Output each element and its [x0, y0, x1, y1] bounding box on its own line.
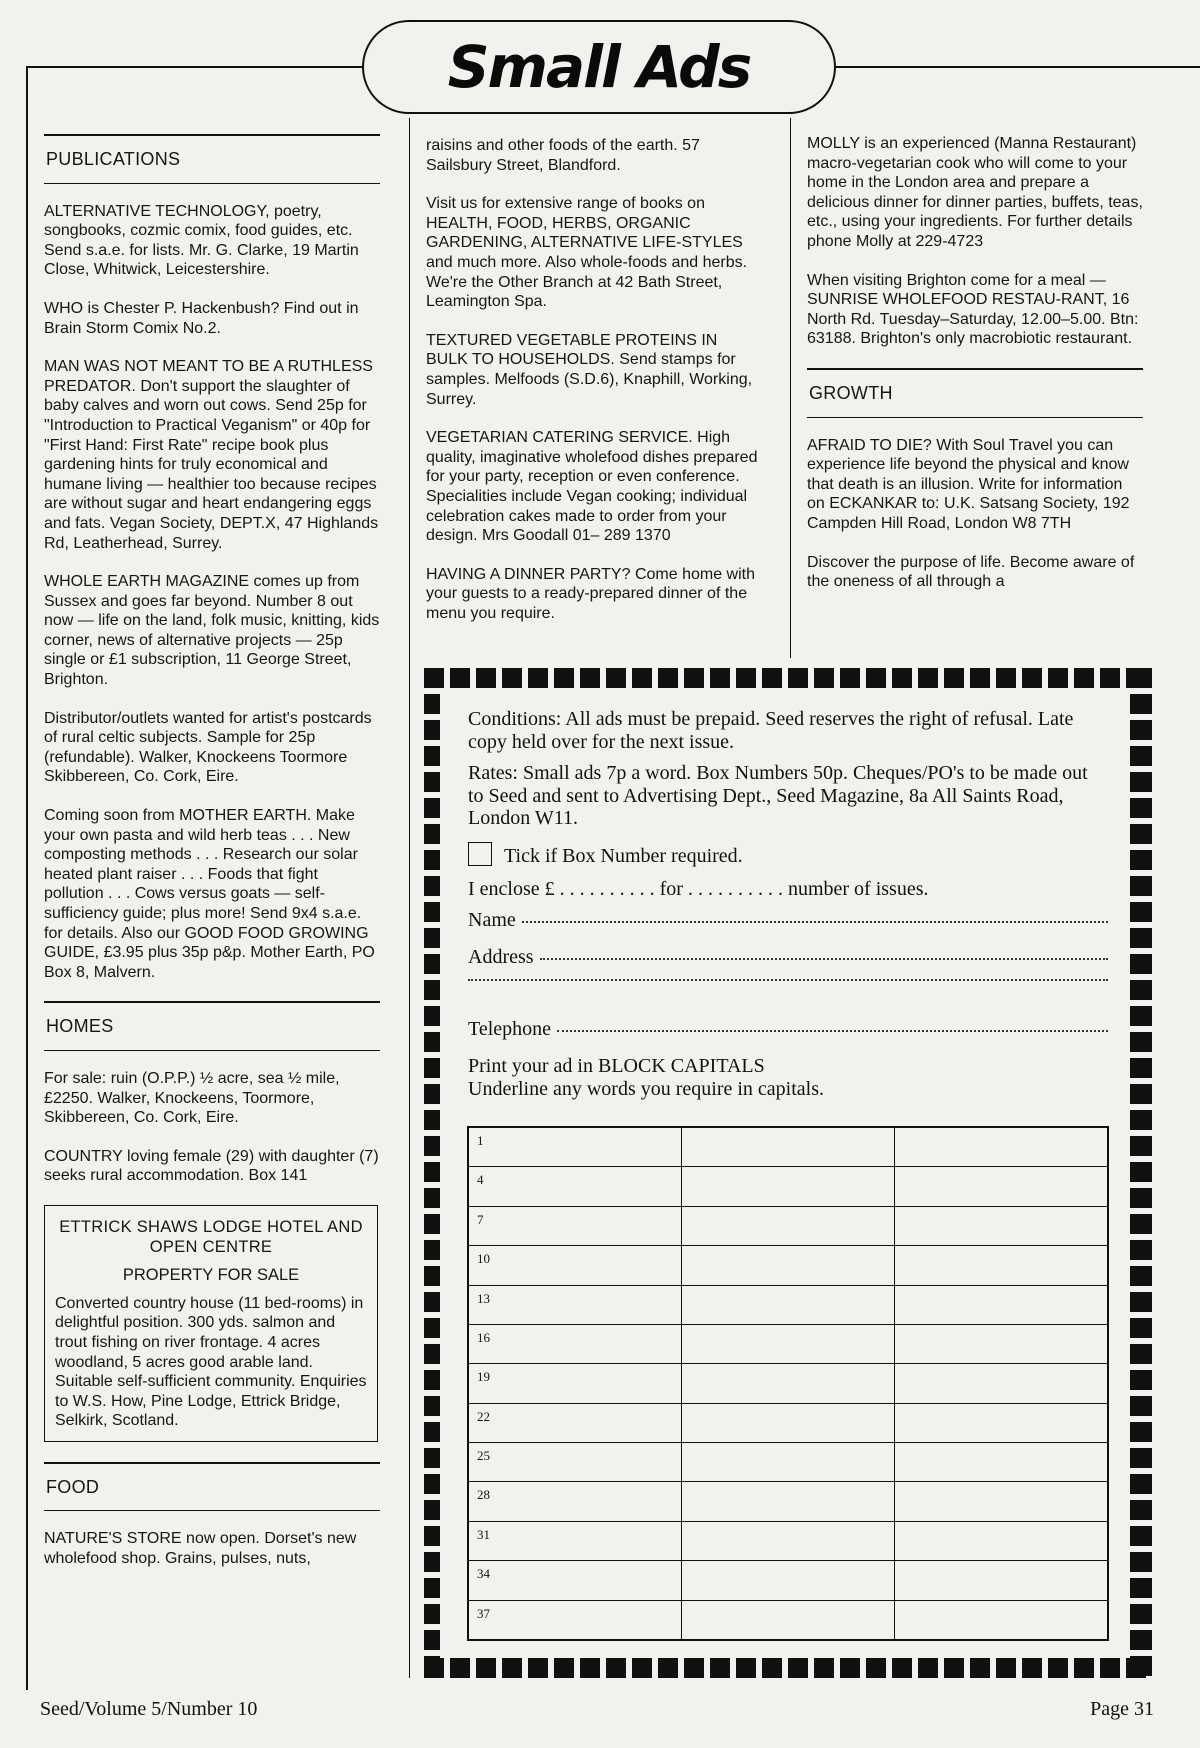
- word-grid-number: 13: [477, 1290, 490, 1306]
- word-grid-cell[interactable]: [469, 1364, 682, 1403]
- word-grid-number: 28: [477, 1487, 490, 1503]
- ad-textured-vegetable-proteins: TEXTURED VEGETABLE PROTEINS IN BULK TO HOUSEHOLDS. Send stamps for samples. Melfoods (S.D.6), Knaphill, Working, Surrey.: [426, 331, 753, 408]
- word-grid[interactable]: [467, 1126, 1109, 1641]
- word-grid-cell[interactable]: [682, 1128, 895, 1167]
- form-border-bottom: [424, 1658, 1152, 1678]
- section-heading-food: FOOD: [44, 1462, 380, 1512]
- word-grid-number: 7: [477, 1211, 484, 1227]
- word-grid-number: 25: [477, 1448, 490, 1463]
- word-grid-number: 37: [477, 1605, 490, 1621]
- word-grid-row: [469, 1246, 1108, 1285]
- section-heading-homes: HOMES: [44, 1001, 380, 1051]
- word-grid-number: 1: [477, 1133, 484, 1148]
- word-grid-cell[interactable]: [682, 1364, 895, 1403]
- word-grid-cell[interactable]: [895, 1285, 1108, 1324]
- word-grid-row: [469, 1128, 1108, 1167]
- word-grid-cell[interactable]: [895, 1246, 1108, 1285]
- word-grid-cell[interactable]: [895, 1561, 1108, 1600]
- word-grid-cell[interactable]: [895, 1128, 1108, 1167]
- word-grid-row: [469, 1600, 1108, 1640]
- word-grid-cell[interactable]: [469, 1128, 682, 1167]
- word-grid-cell[interactable]: [895, 1324, 1108, 1363]
- ad-vegetarian-catering: VEGETARIAN CATERING SERVICE. High quality, imaginative wholefood dishes prepared for your party, reception or even conference. Specialities include Vegan cooking; individual celebration cakes made to order from your design. Mrs Goodall 01– 289 1370: [426, 429, 758, 545]
- address-dotted-line-2[interactable]: [468, 979, 1108, 981]
- word-grid-row: [469, 1561, 1108, 1600]
- word-grid-cell[interactable]: [895, 1206, 1108, 1245]
- telephone-label: Telephone: [468, 1018, 552, 1041]
- word-grid-cell[interactable]: [895, 1600, 1108, 1640]
- word-grid-cell[interactable]: [682, 1600, 895, 1640]
- word-grid-row: [469, 1285, 1108, 1324]
- underline-instruction: Underline any words you require in capitals.: [468, 1077, 825, 1100]
- word-grid-cell[interactable]: [682, 1246, 895, 1285]
- telephone-dotted-line[interactable]: [557, 1030, 1108, 1032]
- word-grid-cell[interactable]: [469, 1482, 682, 1521]
- word-grid-cell[interactable]: [682, 1403, 895, 1442]
- section-heading-publications: PUBLICATIONS: [44, 134, 380, 184]
- box-number-checkbox[interactable]: [468, 842, 492, 866]
- word-grid-row: [469, 1206, 1108, 1245]
- address-label: Address: [468, 945, 534, 968]
- boxed-ad-title: ETTRICK SHAWS LODGE HOTEL AND OPEN CENTRE: [59, 1217, 363, 1256]
- ad-discover-purpose: Discover the purpose of life. Become aware of the oneness of all through a: [807, 553, 1135, 591]
- form-border-top: [424, 668, 1152, 688]
- word-grid-number: 10: [477, 1251, 490, 1267]
- word-grid-cell[interactable]: [469, 1285, 682, 1324]
- word-grid-cell[interactable]: [469, 1443, 682, 1482]
- address-dotted-line[interactable]: [540, 958, 1108, 960]
- boxed-ad-subtitle: PROPERTY FOR SALE: [122, 1266, 300, 1285]
- ad-chester-hackenbush: WHO is Chester P. Hackenbush? Find out in Brain Storm Comix No.2.: [44, 299, 359, 337]
- ad-ruin-for-sale: For sale: ruin (O.P.P.) ½ acre, sea ½ mile, £2250. Walker, Knockeens, Toormore, Skibbereen, Co. Cork, Eire.: [44, 1069, 340, 1127]
- column-right: [807, 134, 1143, 611]
- word-grid-row: [469, 1443, 1108, 1482]
- word-grid-cell[interactable]: [895, 1167, 1108, 1206]
- word-grid-number: 16: [477, 1329, 490, 1345]
- ad-natures-store: NATURE'S STORE now open. Dorset's new wholefood shop. Grains, pulses, nuts,: [44, 1530, 357, 1568]
- word-grid-cell[interactable]: [682, 1285, 895, 1324]
- word-grid-cell[interactable]: [469, 1246, 682, 1285]
- page-title: Small Ads: [447, 33, 751, 101]
- word-grid-cell[interactable]: [469, 1324, 682, 1363]
- boxed-ad-ettrick-shaws: [44, 1205, 378, 1442]
- column-divider-left: [409, 118, 410, 1678]
- ad-dinner-party: HAVING A DINNER PARTY? Come home with your guests to a ready-prepared dinner of the menu you require.: [426, 565, 755, 622]
- ad-natures-store-continued: raisins and other foods of the earth. 57 Sailsbury Street, Blandford.: [426, 137, 700, 174]
- word-grid-number: 19: [477, 1369, 490, 1385]
- boxed-ad-text: Converted country house (11 bed-rooms) in delightful position. 300 yds. salmon and trout fishing on river frontage. 4 acres woodland, 5 acres good arable land. Suitable self-sufficient community. Enquiries to W.S. How, Pine Lodge, Ettrick Bridge, Selkirk, Scotland.: [55, 1294, 367, 1430]
- name-label: Name: [468, 909, 516, 932]
- form-body: [468, 708, 1108, 1100]
- word-grid-cell[interactable]: [469, 1403, 682, 1442]
- column-middle: [426, 136, 762, 642]
- word-grid-row: [469, 1364, 1108, 1403]
- footer-page-number: Page 31: [1090, 1698, 1154, 1720]
- word-grid-row: [469, 1403, 1108, 1442]
- word-grid-row: [469, 1167, 1108, 1206]
- column-left: [44, 134, 380, 1588]
- ad-mother-earth: Coming soon from MOTHER EARTH. Make your own pasta and wild herb teas . . . New composting methods . . . Research our solar heated plant raiser . . . Foods that fight pollution . . . Cows versus goats — self-sufficiency guide; plus more! Send 9x4 s.a.e. for details. Also our GOOD FOOD GROWING GUIDE, £3.95 plus 35p p&p. Mother Earth, PO Box 8, Malvern.: [44, 807, 375, 981]
- word-grid-cell[interactable]: [469, 1206, 682, 1245]
- word-grid-number: 22: [477, 1408, 490, 1424]
- form-border-right: [1130, 668, 1152, 1678]
- ad-eckankar: AFRAID TO DIE? With Soul Travel you can experience life beyond the physical and know that death is an illusion. Write for information on ECKANKAR to: U.K. Satsang Society, 192 Campden Hill Road, London W8 7TH: [807, 436, 1130, 532]
- name-field[interactable]: [468, 909, 1108, 932]
- word-grid-cell[interactable]: [469, 1167, 682, 1206]
- form-conditions: Conditions: All ads must be prepaid. Seed reserves the right of refusal. Late copy held over for the next issue.: [468, 708, 1074, 753]
- word-grid-cell[interactable]: [682, 1206, 895, 1245]
- header-banner: [362, 20, 836, 114]
- ad-celtic-postcards: Distributor/outlets wanted for artist's postcards of rural celtic subjects. Sample for 25p (refundable). Walker, Knockeens Toormore Skibbereen, Co. Cork, Eire.: [44, 709, 372, 786]
- word-grid-cell[interactable]: [469, 1561, 682, 1600]
- form-border-left: [424, 668, 440, 1678]
- word-grid-cell[interactable]: [895, 1364, 1108, 1403]
- word-grid-cell[interactable]: [895, 1443, 1108, 1482]
- block-capitals-instructions: [468, 1055, 1108, 1100]
- word-grid-cell[interactable]: [895, 1521, 1108, 1560]
- ad-country-loving-female: COUNTRY loving female (29) with daughter (7) seeks rural accommodation. Box 141: [44, 1147, 379, 1185]
- telephone-field[interactable]: [468, 1018, 1108, 1041]
- box-number-row: [468, 842, 1108, 868]
- ad-molly-cook: MOLLY is an experienced (Manna Restaurant) macro-vegetarian cook who will come to your home in the London area and prepare a delicious dinner for dinner parties, buffets, teas, etc., using your ingredients. For further details phone Molly at 229-4723: [807, 135, 1143, 250]
- form-rates: Rates: Small ads 7p a word. Box Numbers 50p. Cheques/PO's to be made out to Seed and sent to Advertising Dept., Seed Magazine, 8a All Saints Road, London W11.: [468, 762, 1088, 830]
- word-grid-cell[interactable]: [682, 1167, 895, 1206]
- ad-whole-earth-magazine: WHOLE EARTH MAGAZINE comes up from Sussex and goes far beyond. Number 8 out now — life on the land, folk music, knitting, kids corner, news of alternative projects — 25p single or £1 subscription, 11 George Street, Brighton.: [44, 573, 380, 689]
- word-grid-cell[interactable]: [682, 1521, 895, 1560]
- word-grid-cell[interactable]: [682, 1443, 895, 1482]
- word-grid-cell[interactable]: [682, 1324, 895, 1363]
- word-grid-row: [469, 1324, 1108, 1363]
- word-grid-cell[interactable]: [682, 1482, 895, 1521]
- section-heading-growth: GROWTH: [807, 368, 1143, 418]
- word-grid-number: 31: [477, 1526, 490, 1542]
- address-field-second-line[interactable]: [468, 982, 1108, 1004]
- word-grid-cell[interactable]: [469, 1600, 682, 1640]
- ad-vegan-society: MAN WAS NOT MEANT TO BE A RUTHLESS PREDATOR. Don't support the slaughter of baby calves and worn out cows. Send 25p for "Introduction to Practical Veganism" or 40p for "First Hand: First Rate" recipe book plus gardening hints for truly economical and humane living — healthier too because recipes are without sugar and heart endangering eggs and fats. Vegan Society, DEPT.X, 47 Highlands Rd, Leatherhead, Surrey.: [44, 358, 379, 552]
- box-number-label: Tick if Box Number required.: [504, 844, 743, 867]
- word-grid-row: [469, 1482, 1108, 1521]
- enclose-line[interactable]: I enclose £ . . . . . . . . . . for . . . . . . . . . . number of issues.: [468, 877, 929, 900]
- ad-alternative-technology: ALTERNATIVE TECHNOLOGY, poetry, songbooks, cozmic comix, food guides, etc. Send s.a.e. for lists. Mr. G. Clarke, 19 Martin Close, Whitwick, Leicestershire.: [44, 202, 359, 279]
- footer-issue: Seed/Volume 5/Number 10: [40, 1698, 258, 1720]
- ad-other-branch: Visit us for extensive range of books on HEALTH, FOOD, HERBS, ORGANIC GARDENING, ALTERNATIVE LIFE-STYLES and much more. Also whole-foods and herbs. We're the Other Branch at 42 Bath Street, Leamington Spa.: [426, 195, 748, 311]
- word-grid-cell[interactable]: [682, 1561, 895, 1600]
- word-grid-row: [469, 1521, 1108, 1560]
- ad-sunrise-restaurant: When visiting Brighton come for a meal — SUNRISE WHOLEFOOD RESTAU-RANT, 16 North Rd. Tuesday–Saturday, 12.00–5.00. Btn: 63188. Brighton's only macrobiotic restaurant.: [807, 271, 1139, 348]
- word-grid-cell[interactable]: [895, 1403, 1108, 1442]
- word-grid-number: 4: [477, 1172, 484, 1188]
- column-divider-right: [790, 118, 791, 658]
- address-field[interactable]: [468, 946, 1108, 969]
- word-grid-cell[interactable]: [895, 1482, 1108, 1521]
- word-grid-number: 34: [477, 1566, 490, 1582]
- print-instruction: Print your ad in BLOCK CAPITALS: [468, 1054, 765, 1077]
- word-grid-cell[interactable]: [469, 1521, 682, 1560]
- name-dotted-line[interactable]: [522, 921, 1108, 923]
